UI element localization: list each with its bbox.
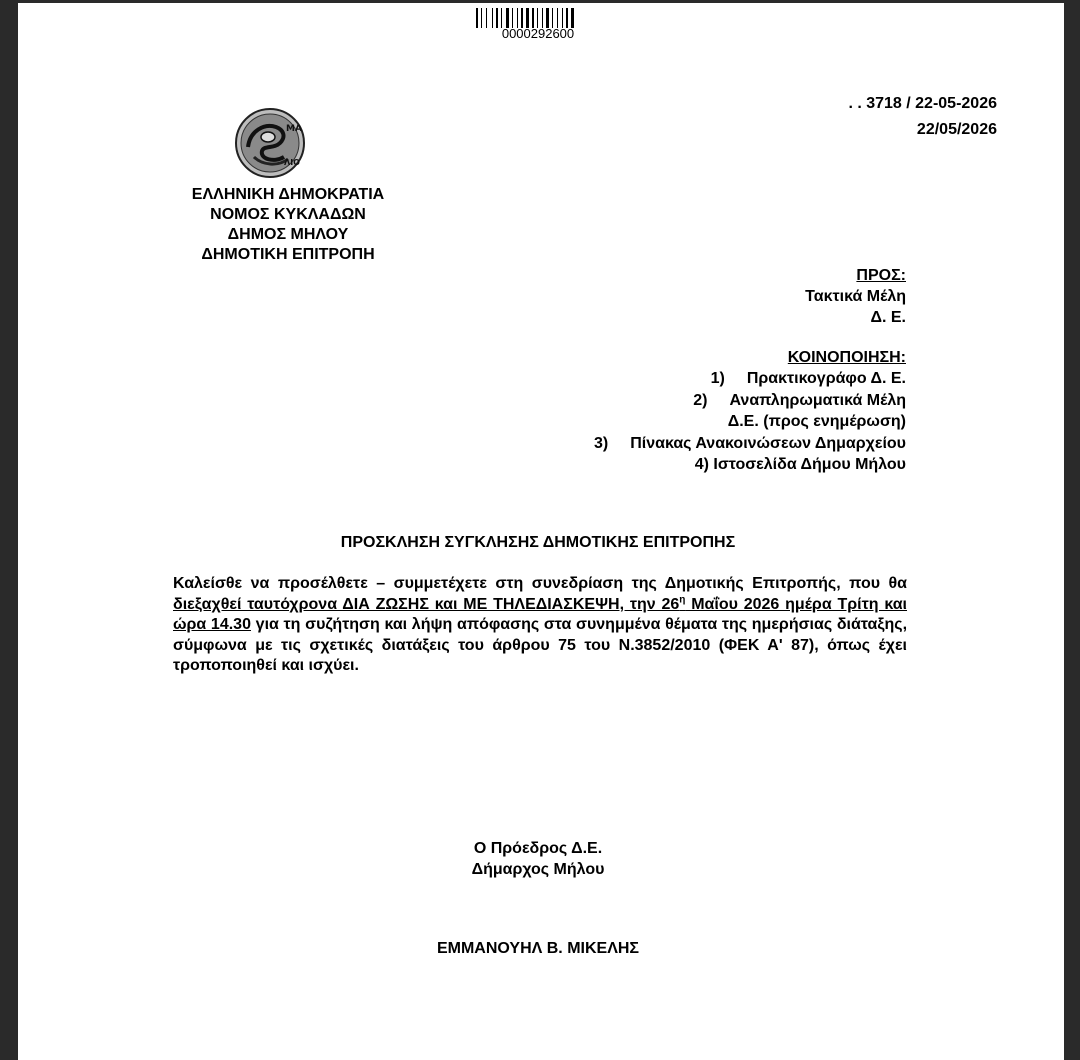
barcode-bar [481, 8, 482, 28]
barcode-bar [512, 8, 513, 28]
barcode-bar [517, 8, 518, 28]
issuing-authority [168, 185, 408, 265]
org-prefecture: ΝΟΜΟΣ ΚΥΚΛΑΔΩΝ [210, 206, 366, 223]
barcode-bar [557, 8, 558, 28]
barcode-bar [501, 8, 502, 28]
barcode-bar [521, 8, 523, 28]
barcode-bar [496, 8, 498, 28]
org-municipality: ΔΗΜΟΣ ΜΗΛΟΥ [227, 226, 349, 243]
barcode-bar [476, 8, 478, 28]
document-page [18, 3, 1064, 1060]
barcode-bar [506, 8, 509, 28]
svg-text:ΜΑ: ΜΑ [286, 124, 302, 134]
recipients-heading: ΠΡΟΣ: [856, 267, 906, 284]
barcode-bar [562, 8, 563, 28]
barcode-bar [552, 8, 553, 28]
cc-item-text: 4) Ιστοσελίδα Δήμου Μήλου [694, 456, 906, 474]
cc-block [594, 347, 906, 475]
cc-item [594, 390, 906, 411]
barcode [476, 8, 600, 28]
cc-item [594, 368, 906, 389]
cc-item-text: Δ.Ε. (προς ενημέρωση) [727, 413, 906, 431]
body-text: για τη συζήτηση και λήψη απόφασης στα συνημμένα θέματα της ημερήσιας διάταξης, σύμφωνα με τις σχετικές διατάξεις του άρθρου 75 του Ν.3852/2010 (ΦΕΚ Α' 87), όπως έχει τροποποιηθεί και ισχύει. [173, 616, 908, 674]
barcode-bar [492, 8, 493, 28]
document-title: ΠΡΟΣΚΛΗΣΗ ΣΥΓΚΛΗΣΗΣ ΔΗΜΟΤΙΚΗΣ ΕΠΙΤΡΟΠΗΣ [340, 534, 736, 551]
protocol-number: . . 3718 / 22-05-2026 [848, 95, 997, 112]
cc-item-number: 2) [693, 391, 708, 409]
org-country: ΕΛΛΗΝΙΚΗ ΔΗΜΟΚΡΑΤΙΑ [191, 186, 385, 203]
cc-item [594, 454, 906, 475]
recipient-line: Δ. Ε. [870, 309, 906, 326]
recipient-line: Τακτικά Μέλη [805, 288, 906, 305]
cc-item-text: Πίνακας Ανακοινώσεων Δημαρχείου [630, 434, 906, 452]
ordinal-superscript: η [679, 594, 686, 606]
body-text: Καλείσθε να προσέλθετε – συμμετέχετε στη συνεδρίαση της Δημοτικής Επιτροπής, που θα [173, 575, 907, 592]
cc-item-text: Πρακτικογράφο Δ. Ε. [746, 370, 906, 388]
reference-block [848, 91, 997, 143]
barcode-bar [546, 8, 549, 28]
svg-text:ΛΙΟ: ΛΙΟ [284, 158, 300, 167]
meeting-datetime: Μαΐου 2026 ημέρα Τρίτη και ώρα 14.30 [173, 595, 908, 633]
barcode-bar [537, 8, 538, 28]
barcode-bar [532, 8, 534, 28]
meeting-mode: διεξαχθεί ταυτόχρονα ΔΙΑ ΖΩΣΗΣ και ΜΕ ΤΗΛΕΔΙΑΣΚΕΨΗ, την 26 [173, 595, 680, 613]
barcode-bar [486, 8, 487, 28]
cc-item-text: Αναπληρωματικά Μέλη [729, 391, 906, 409]
cc-item-number: 1) [710, 370, 725, 388]
municipal-seal-icon [234, 107, 306, 179]
signature-block [378, 838, 698, 880]
barcode-bar [526, 8, 529, 28]
cc-item [594, 411, 906, 432]
cc-item-number: 3) [593, 434, 609, 452]
barcode-number: 0000292600 [501, 26, 575, 41]
org-committee: ΔΗΜΟΤΙΚΗ ΕΠΙΤΡΟΠΗ [201, 246, 375, 263]
barcode-bar [571, 8, 574, 28]
signatory-role: Ο Πρόεδρος Δ.Ε. [473, 840, 603, 857]
document-date: 22/05/2026 [916, 121, 997, 138]
cc-item [594, 433, 906, 454]
recipients-block [805, 265, 906, 328]
cc-heading: ΚΟΙΝΟΠΟΙΗΣΗ: [787, 349, 906, 366]
barcode-bar [566, 8, 568, 28]
invitation-body [173, 574, 907, 677]
barcode-bar [542, 8, 543, 28]
signatory-name: ΕΜΜΑΝΟΥΗΛ Β. ΜΙΚΕΛΗΣ [436, 940, 640, 957]
signatory-title: Δήμαρχος Μήλου [471, 861, 605, 878]
